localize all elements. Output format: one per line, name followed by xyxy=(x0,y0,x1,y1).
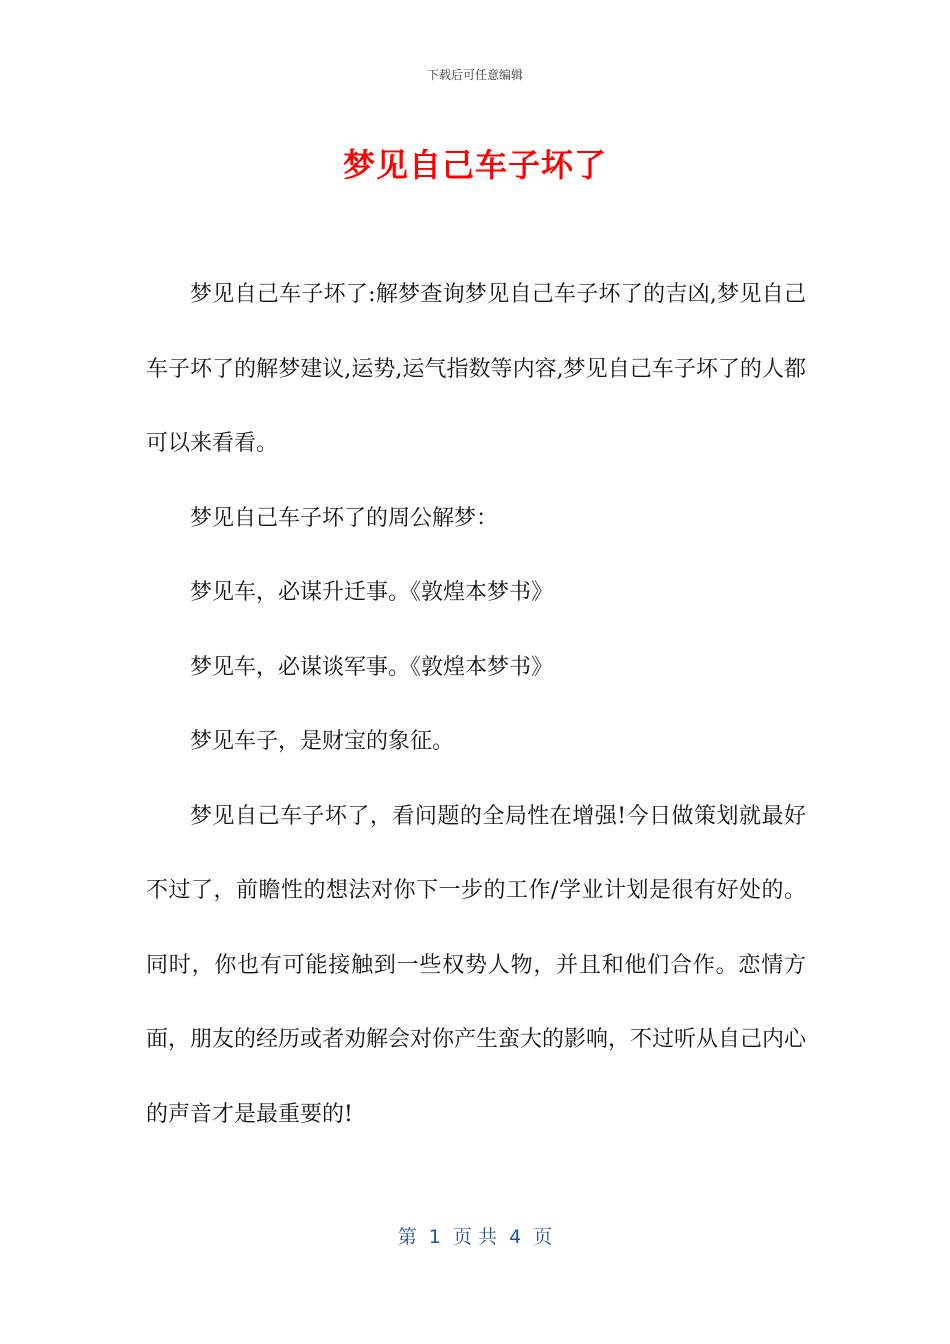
paragraph-quote-1: 梦见车，必谋升迁事。《敦煌本梦书》 xyxy=(190,580,554,605)
paragraph-quote-3: 梦见车子，是财宝的象征。 xyxy=(190,729,455,754)
document-body xyxy=(146,258,806,1152)
paragraph-heading: 梦见自己车子坏了的周公解梦： xyxy=(190,505,499,531)
page-number-footer: 第 1 页 共 4 页 xyxy=(397,1226,553,1248)
header-note: 下载后可任意编辑 xyxy=(426,68,523,82)
paragraph-interpretation: 梦见自己车子坏了，看问题的全局性在增强!今日做策划就最好不过了，前瞻性的想法对你下一步的工作/学业计划是很有好处的。同时，你也有可能接触到一些权势人物，并且和他们合作。恋情方面，朋友的经历或者劝解会对你产生蛮大的影响，不过听从自己内心的声音才是最重要的! xyxy=(146,803,807,1127)
paragraph-quote-2: 梦见车，必谋谈军事。《敦煌本梦书》 xyxy=(190,654,554,680)
paragraph-intro: 梦见自己车子坏了:解梦查询梦见自己车子坏了的吉凶,梦见自己车子坏了的解梦建议,运势,运气指数等内容,梦见自己车子坏了的人都可以来看看。 xyxy=(146,282,806,456)
document-title: 梦见自己车子坏了 xyxy=(342,146,607,184)
